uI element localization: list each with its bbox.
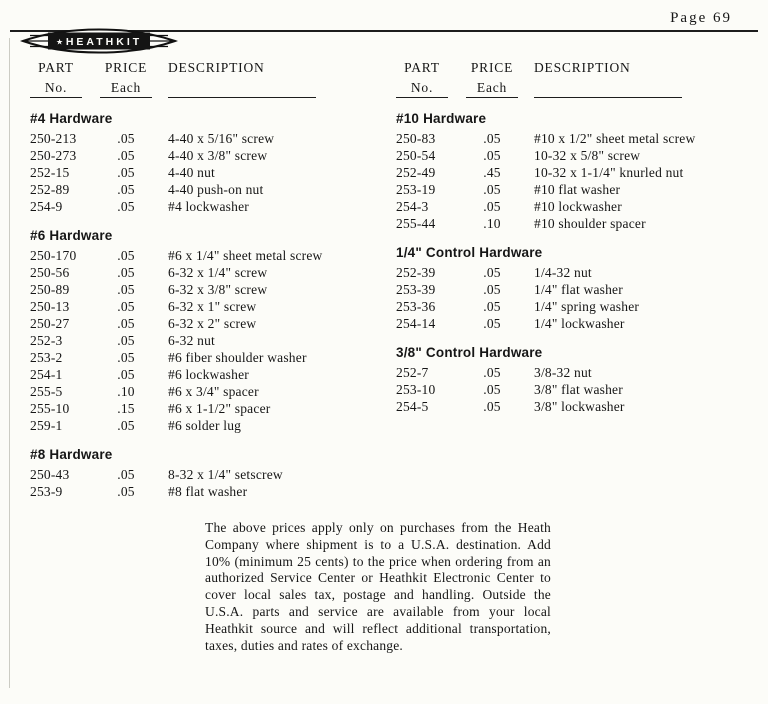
part-price: .05 xyxy=(117,248,135,263)
part-price: .05 xyxy=(117,316,135,331)
header-part-no xyxy=(396,60,448,98)
logo-brand-text: HEATHKIT xyxy=(65,36,143,48)
part-number: 252-39 xyxy=(396,265,436,280)
part-description: 1/4" lockwasher xyxy=(534,316,625,331)
part-number: 253-19 xyxy=(396,182,436,197)
part-description: 4-40 x 3/8" screw xyxy=(168,148,268,163)
header-part-label: PART xyxy=(404,60,440,75)
part-price: .05 xyxy=(117,418,135,433)
part-description: 6-32 x 3/8" screw xyxy=(168,282,268,297)
part-price: .05 xyxy=(117,131,135,146)
part-price: .05 xyxy=(483,148,501,163)
part-number: 255-44 xyxy=(396,216,436,231)
part-number: 253-10 xyxy=(396,382,436,397)
part-price: .05 xyxy=(117,148,135,163)
part-description: #10 lockwasher xyxy=(534,199,622,214)
part-number: 252-7 xyxy=(396,365,429,380)
part-description: 10-32 x 1-1/4" knurled nut xyxy=(534,165,684,180)
part-price: .05 xyxy=(117,282,135,297)
part-row xyxy=(396,264,752,281)
page-number: Page 69 xyxy=(670,10,732,26)
part-description: #8 flat washer xyxy=(168,484,248,499)
part-description: #6 x 1-1/2" spacer xyxy=(168,401,271,416)
part-description: 4-40 push-on nut xyxy=(168,182,264,197)
part-description: #10 x 1/2" sheet metal screw xyxy=(534,131,696,146)
part-price: .05 xyxy=(117,484,135,499)
part-row xyxy=(30,181,382,198)
part-row xyxy=(30,247,382,264)
part-row xyxy=(396,147,752,164)
part-row xyxy=(30,400,382,417)
part-number: 253-9 xyxy=(30,484,63,499)
header-part-no xyxy=(30,60,82,98)
part-row xyxy=(396,164,752,181)
part-row xyxy=(396,381,752,398)
part-price: .10 xyxy=(483,216,501,231)
part-description: #10 shoulder spacer xyxy=(534,216,646,231)
part-row xyxy=(396,398,752,415)
part-price: .05 xyxy=(483,282,501,297)
parts-column-left xyxy=(30,60,382,500)
part-number: 253-2 xyxy=(30,350,63,365)
part-description: 10-32 x 5/8" screw xyxy=(534,148,641,163)
part-number: 254-9 xyxy=(30,199,63,214)
part-row xyxy=(30,349,382,366)
part-price: .05 xyxy=(483,131,501,146)
part-description: 6-32 x 2" screw xyxy=(168,316,257,331)
part-row xyxy=(396,181,752,198)
part-description: #6 lockwasher xyxy=(168,367,249,382)
hardware-section xyxy=(396,111,752,232)
part-number: 250-83 xyxy=(396,131,436,146)
part-price: .05 xyxy=(483,265,501,280)
part-row xyxy=(396,298,752,315)
part-description: 3/8" flat washer xyxy=(534,382,623,397)
part-price: .05 xyxy=(483,382,501,397)
part-number: 252-3 xyxy=(30,333,63,348)
part-price: .45 xyxy=(483,165,501,180)
part-description: #10 flat washer xyxy=(534,182,621,197)
part-number: 253-36 xyxy=(396,299,436,314)
part-row xyxy=(30,264,382,281)
part-description: 4-40 x 5/16" screw xyxy=(168,131,275,146)
part-description: 3/8" lockwasher xyxy=(534,399,625,414)
part-number: 250-56 xyxy=(30,265,70,280)
header-description xyxy=(168,60,316,98)
part-row xyxy=(30,332,382,349)
part-description: 6-32 x 1/4" screw xyxy=(168,265,268,280)
part-number: 254-5 xyxy=(396,399,429,414)
part-price: .15 xyxy=(117,401,135,416)
part-number: 255-5 xyxy=(30,384,63,399)
part-price: .05 xyxy=(483,365,501,380)
part-number: 250-13 xyxy=(30,299,70,314)
part-number: 254-3 xyxy=(396,199,429,214)
part-price: .05 xyxy=(483,399,501,414)
table-header xyxy=(396,60,752,98)
part-description: 8-32 x 1/4" setscrew xyxy=(168,467,283,482)
part-price: .05 xyxy=(117,165,135,180)
logo-star-icon: ★ xyxy=(56,37,64,47)
hardware-section xyxy=(396,245,752,332)
part-row xyxy=(396,315,752,332)
part-description: #6 x 3/4" spacer xyxy=(168,384,259,399)
part-description: #6 fiber shoulder washer xyxy=(168,350,307,365)
part-price: .05 xyxy=(117,265,135,280)
part-price: .10 xyxy=(117,384,135,399)
parts-column-right xyxy=(396,60,752,415)
section-title: 1/4" Control Hardware xyxy=(396,245,543,260)
section-title: 3/8" Control Hardware xyxy=(396,345,543,360)
part-price: .05 xyxy=(117,333,135,348)
header-price-sub-label: Each xyxy=(110,80,142,95)
part-description: 1/4" flat washer xyxy=(534,282,623,297)
part-description: #6 x 1/4" sheet metal screw xyxy=(168,248,323,263)
part-number: 252-49 xyxy=(396,165,436,180)
part-description: 1/4-32 nut xyxy=(534,265,592,280)
part-price: .05 xyxy=(117,299,135,314)
part-row xyxy=(30,164,382,181)
part-description: #6 solder lug xyxy=(168,418,242,433)
part-number: 252-15 xyxy=(30,165,70,180)
part-row xyxy=(396,364,752,381)
section-title: #10 Hardware xyxy=(396,111,487,126)
header-part-sub-label: No. xyxy=(410,80,434,95)
header-price-label: PRICE xyxy=(470,60,514,75)
part-row xyxy=(30,315,382,332)
part-description: #4 lockwasher xyxy=(168,199,249,214)
part-number: 250-43 xyxy=(30,467,70,482)
header-description xyxy=(534,60,682,98)
part-row xyxy=(396,281,752,298)
part-number: 253-39 xyxy=(396,282,436,297)
heathkit-logo xyxy=(20,27,178,55)
part-row xyxy=(30,366,382,383)
hardware-section xyxy=(30,111,382,215)
part-description: 1/4" spring washer xyxy=(534,299,640,314)
part-row xyxy=(30,281,382,298)
part-number: 250-89 xyxy=(30,282,70,297)
part-price: .05 xyxy=(117,467,135,482)
section-title: #4 Hardware xyxy=(30,111,113,126)
part-number: 254-14 xyxy=(396,316,436,331)
part-price: .05 xyxy=(117,199,135,214)
part-number: 254-1 xyxy=(30,367,63,382)
part-number: 250-54 xyxy=(396,148,436,163)
part-description: 6-32 nut xyxy=(168,333,215,348)
part-row xyxy=(30,298,382,315)
part-row xyxy=(30,466,382,483)
header-price-sub-label: Each xyxy=(476,80,508,95)
part-number: 259-1 xyxy=(30,418,63,433)
header-price-label: PRICE xyxy=(104,60,148,75)
header-part-label: PART xyxy=(38,60,74,75)
table-header xyxy=(30,60,382,98)
hardware-section xyxy=(30,447,382,500)
part-number: 250-273 xyxy=(30,148,77,163)
part-description: 6-32 x 1" screw xyxy=(168,299,257,314)
part-price: .05 xyxy=(483,182,501,197)
part-row xyxy=(30,383,382,400)
part-number: 252-89 xyxy=(30,182,70,197)
part-number: 250-213 xyxy=(30,131,77,146)
part-price: .05 xyxy=(117,350,135,365)
part-description: 4-40 nut xyxy=(168,165,215,180)
part-number: 250-170 xyxy=(30,248,77,263)
scan-edge-line xyxy=(9,38,10,688)
part-row xyxy=(30,147,382,164)
part-price: .05 xyxy=(483,299,501,314)
header-description-label: DESCRIPTION xyxy=(534,60,631,75)
part-number: 255-10 xyxy=(30,401,70,416)
pricing-note: The above prices apply only on purchases from the Heath Company where shipment is to a U.S.A. destination. Add 10% (minimum 25 cents) to the price when ordering from an authorized Service Center or Heathkit Electronic Center to cover local sales tax, postage and handling. Outside the U.S.A. parts and service are available from your local Heathkit source and will reflect additional transportation, taxes, duties and rates of exchange. xyxy=(205,520,551,653)
part-row xyxy=(396,130,752,147)
header-description-label: DESCRIPTION xyxy=(168,60,265,75)
part-price: .05 xyxy=(117,367,135,382)
header-price-each xyxy=(100,60,152,98)
part-price: .05 xyxy=(483,316,501,331)
section-title: #8 Hardware xyxy=(30,447,113,462)
hardware-section xyxy=(396,345,752,415)
part-price: .05 xyxy=(117,182,135,197)
section-title: #6 Hardware xyxy=(30,228,113,243)
part-row xyxy=(30,198,382,215)
heathkit-logo-graphic xyxy=(20,27,178,55)
part-price: .05 xyxy=(483,199,501,214)
part-row xyxy=(30,417,382,434)
part-row xyxy=(30,483,382,500)
part-row xyxy=(30,130,382,147)
part-number: 250-27 xyxy=(30,316,70,331)
hardware-section xyxy=(30,228,382,434)
part-row xyxy=(396,198,752,215)
part-description: 3/8-32 nut xyxy=(534,365,592,380)
header-price-each xyxy=(466,60,518,98)
header-part-sub-label: No. xyxy=(44,80,68,95)
part-row xyxy=(396,215,752,232)
